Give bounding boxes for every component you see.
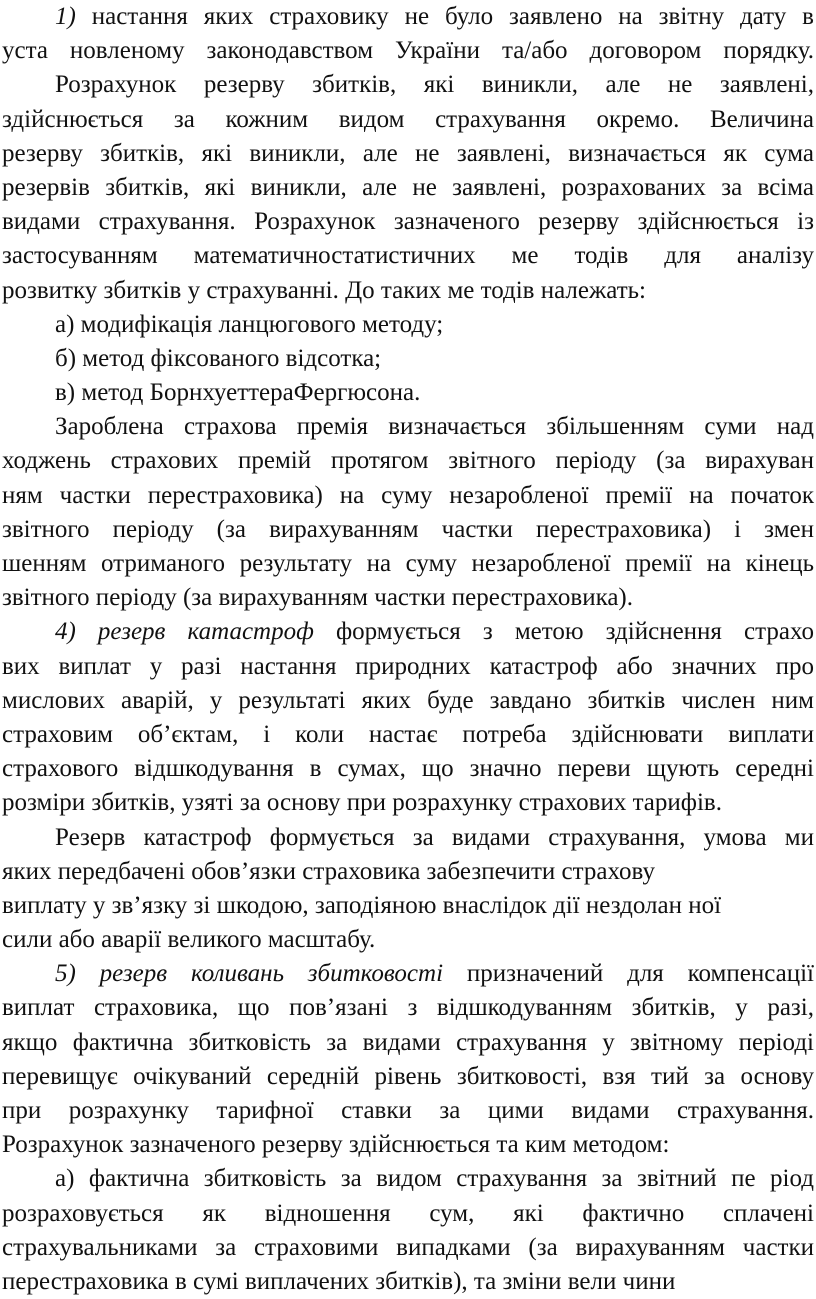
line-text: ходжень страхових премій протягом звітного періоду (за вирахуван [2,447,814,475]
text-line [0,547,816,581]
line-text: вих виплат у разі настання природних катастроф або значних про [2,652,814,680]
text-line [0,752,816,786]
text-line [0,615,816,649]
line-text: виплат страховика, що пов’язані з відшкодуванням збитків, у разі, [2,994,814,1022]
line-text: виплату у зв’язку зі шкодою, заподіяною внаслідок дії нездолан ної [2,891,722,919]
text-line [0,889,816,923]
line-text: резервів збитків, які виникли, але не заявлені, розрахованих за всіма [2,173,814,201]
line-text: сили або аварії великого масштабу. [2,926,376,954]
text-line [0,923,816,957]
line-text: призначений для компенсації [443,960,814,988]
line-text: здійснюється за кожним видом страхування окремо. Величина [2,105,814,133]
text-line [0,957,816,991]
line-text: розміри збитків, узяті за основу при розрахунку страхових тарифів. [2,789,722,817]
text-line [0,786,816,820]
text-line [0,650,816,684]
text-line [0,1162,816,1196]
line-text: яких передбачені обов’язки страховика забезпечити страхову [2,857,655,885]
text-line [0,274,816,308]
line-text: а) модифікація ланцюгового методу; [55,310,444,338]
text-line [0,1060,816,1094]
text-line [0,991,816,1025]
text-line [0,821,816,855]
line-text: розраховується як відношення сум, які фактично сплачені [2,1199,814,1227]
text-line [0,1231,816,1265]
text-line [0,684,816,718]
text-line [0,1094,816,1128]
line-text: в) метод БорнхуеттераФергюсона. [55,379,421,407]
text-line [0,1265,816,1299]
line-text: Розрахунок резерву збитків, які виникли, але не заявлені, [55,71,814,99]
line-text: видами страхування. Розрахунок зазначеного резерву здійснюється із [2,208,814,236]
line-text: страхового відшкодування в сумах, що значно переви щують середні [2,755,814,783]
text-line [0,171,816,205]
text-line [0,479,816,513]
line-text: перевищує очікуваний середній рівень збитковості, взя тий за основу [2,1062,814,1090]
line-text: перестраховика в сумі виплачених збитків), та зміни вели чини [2,1267,676,1295]
line-text: формується з метою здійснення страхо [313,618,815,646]
line-text: Зароблена страхова премія визначається збільшенням суми над [55,413,814,441]
line-text: страховим об’єктам, і коли настає потреба здійснювати виплати [2,720,814,748]
text-line [0,34,816,68]
item-lead: 4) резерв катастроф [55,618,314,646]
text-line [0,1026,816,1060]
item-lead: 1) [55,3,76,30]
text-line [0,376,816,410]
line-text: якщо фактична збитковість за видами страхування у звітному періоді [2,1028,814,1056]
line-text: Резерв катастроф формується за видами страхування, умова ми [55,823,814,851]
line-text: настання яких страховику не було заявлено на звітну дату в [75,3,814,30]
line-text: а) фактична збитковість за видом страхування за звітний пе ріод [55,1165,814,1193]
text-line [0,855,816,889]
text-line [0,718,816,752]
text-line [0,581,816,615]
text-line [0,513,816,547]
text-line [0,1128,816,1162]
text-line [0,342,816,376]
line-text: резерву збитків, які виникли, але не заявлені, визначається як сума [2,139,814,167]
text-line [0,0,816,34]
line-text: шенням отриманого результату на суму незаробленої премії на кінець [2,550,814,577]
line-text: звітного періоду (за вирахуванням частки перестраховика) і змен [2,515,814,543]
line-text: б) метод фіксованого відсотка; [55,344,382,372]
line-text: мислових аварій, у результаті яких буде завдано збитків числен ним [2,686,814,714]
line-text: при розрахунку тарифної ставки за цими видами страхування. [2,1097,814,1124]
line-text: застосуванням математичностатистичних ме тодів для аналізу [2,242,814,270]
text-line [0,1197,816,1231]
text-line [0,103,816,137]
line-text: Розрахунок зазначеного резерву здійснюється та ким методом: [2,1131,670,1159]
text-line [0,444,816,478]
text-line [0,68,816,102]
text-line [0,137,816,171]
line-text: уста новленому законодавством України та/або договором порядку. [2,37,814,65]
item-lead: 5) резерв коливань збитковості [55,960,444,988]
text-line [0,239,816,273]
line-text: звітного періоду (за вирахуванням частки перестраховика). [2,584,634,612]
line-text: ням частки перестраховика) на суму незаробленої премії на початок [2,481,814,509]
text-line [0,308,816,342]
line-text: страхувальниками за страховими випадками (за вирахуванням частки [2,1233,814,1261]
text-line [0,410,816,444]
line-text: розвитку збитків у страхуванні. До таких ме тодів належать: [2,276,646,304]
text-line [0,205,816,239]
